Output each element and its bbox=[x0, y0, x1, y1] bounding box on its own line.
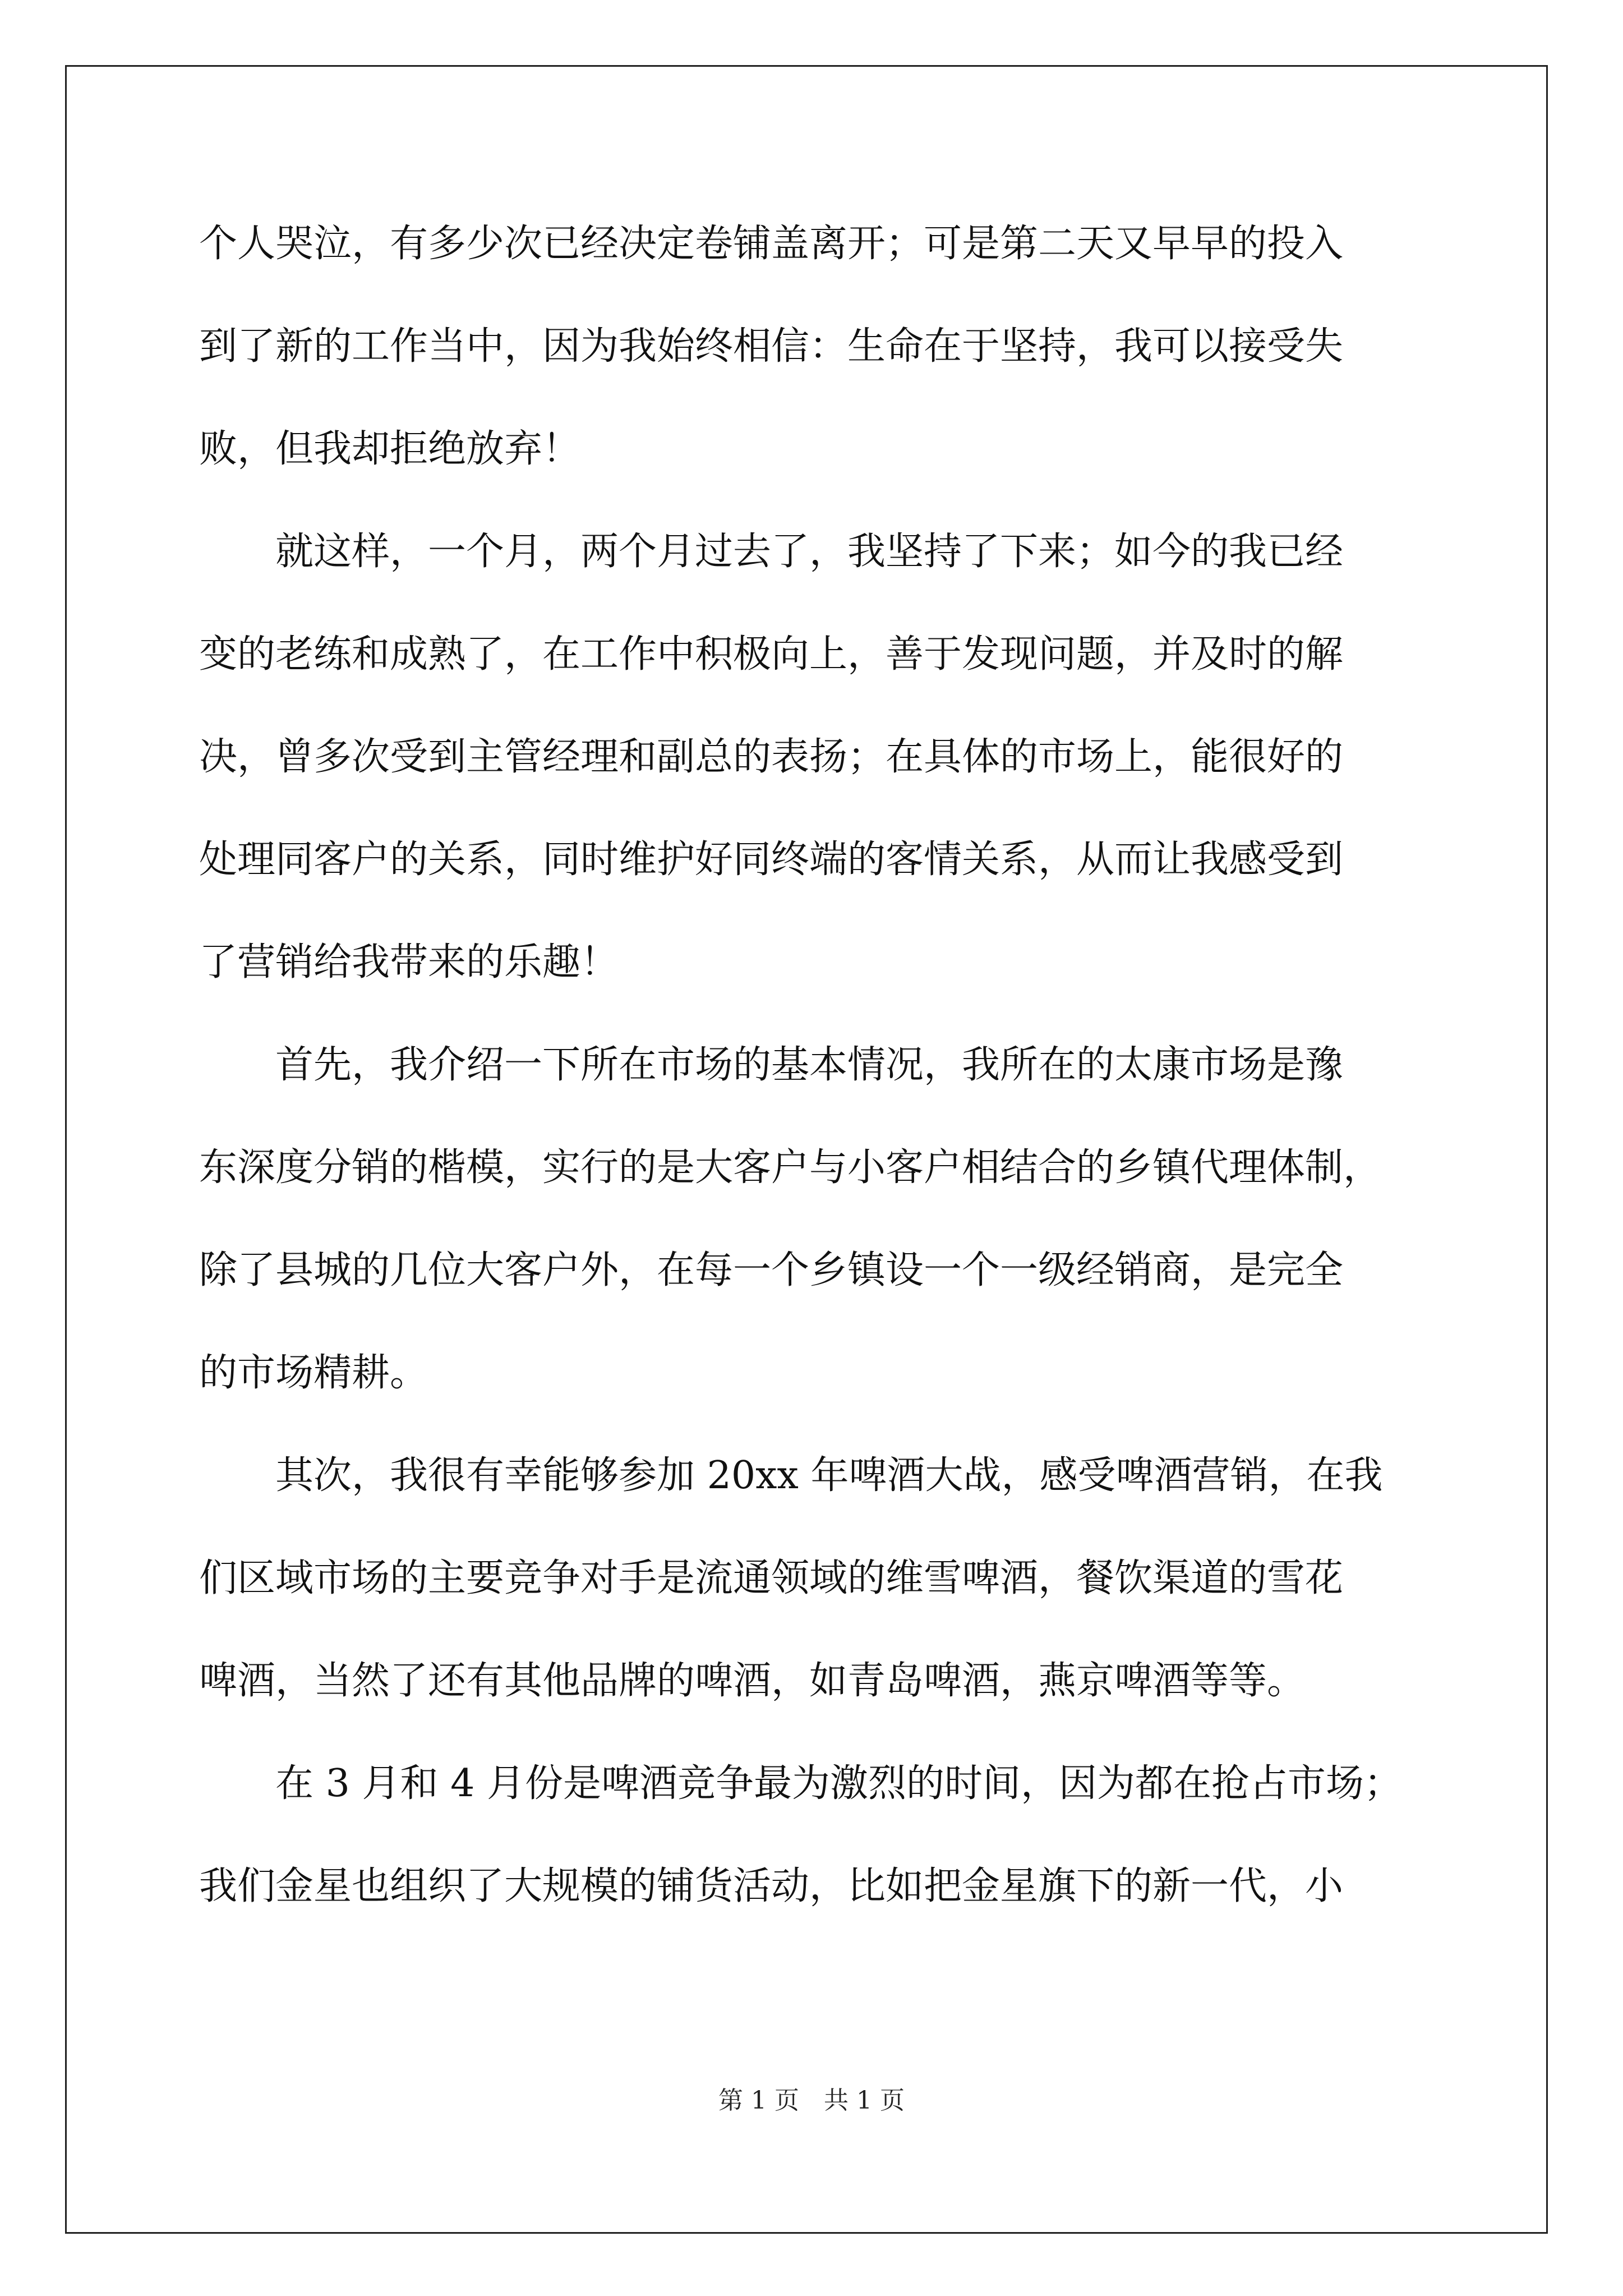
text-line: 处理同客户的关系，同时维护好同终端的客情关系，从而让我感受到 bbox=[199, 838, 1344, 882]
text-line: 在 3 月和 4 月份是啤酒竞争最为激烈的时间，因为都在抢占市场； bbox=[199, 1761, 1402, 1806]
text-line: 的市场精耕。 bbox=[199, 1351, 428, 1395]
text-line: 变的老练和成熟了，在工作中积极向上，善于发现问题，并及时的解 bbox=[199, 632, 1344, 677]
text-line: 个人哭泣，有多少次已经决定卷铺盖离开；可是第二天又早早的投入 bbox=[199, 222, 1344, 266]
text-line: 就这样，一个月，两个月过去了，我坚持了下来；如今的我已经 bbox=[199, 530, 1344, 574]
text-line: 我们金星也组织了大规模的铺货活动，比如把金星旗下的新一代，小 bbox=[199, 1864, 1344, 1908]
text-line: 败，但我却拒绝放弃！ bbox=[199, 427, 581, 471]
page-number-footer: 第 1 页 共 1 页 bbox=[718, 2086, 905, 2115]
text-line: 除了县城的几位大客户外，在每一个乡镇设一个一级经销商，是完全 bbox=[199, 1248, 1344, 1292]
text-line: 决，曾多次受到主管经理和副总的表扬；在具体的市场上，能很好的 bbox=[199, 735, 1344, 779]
text-line: 啤酒，当然了还有其他品牌的啤酒，如青岛啤酒，燕京啤酒等等。 bbox=[199, 1659, 1306, 1703]
text-line: 了营销给我带来的乐趣！ bbox=[199, 940, 619, 984]
text-line: 东深度分销的楷模，实行的是大客户与小客户相结合的乡镇代理体制， bbox=[199, 1145, 1382, 1190]
text-line: 其次，我很有幸能够参加 20xx 年啤酒大战，感受啤酒营销，在我 bbox=[199, 1453, 1383, 1498]
text-line: 首先，我介绍一下所在市场的基本情况，我所在的太康市场是豫 bbox=[199, 1043, 1344, 1087]
text-line: 到了新的工作当中，因为我始终相信：生命在于坚持，我可以接受失 bbox=[199, 324, 1344, 369]
text-line: 们区域市场的主要竞争对手是流通领域的维雪啤酒，餐饮渠道的雪花 bbox=[199, 1556, 1344, 1600]
